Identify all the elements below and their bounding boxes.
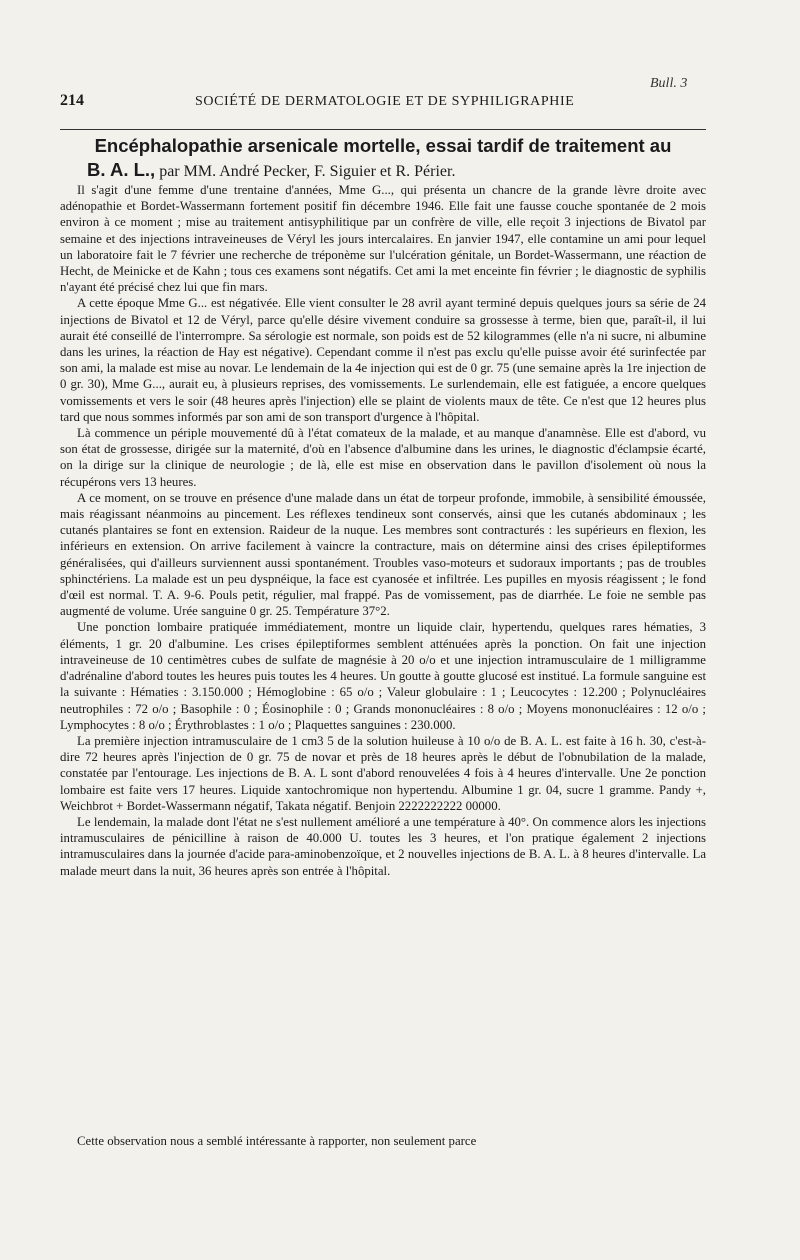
- paragraph-4: A ce moment, on se trouve en présence d'une malade dans un état de torpeur profonde, immobile, à sensibilité émoussée, mais réagissant néanmoins au pincement. Les réflexes tendineux sont conservés, ainsi que les cutanés abdominaux ; les cutanés plantaires se font en extension. Raideur de la nuque. Les membres sont contracturés : les supérieurs en flexion, les inférieurs en extension. On arrive facilement à vaincre la contracture, mais on détermine ainsi des crises épileptiformes généralisées, qui d'ailleurs surviennent aussi spontanément. Troubles vaso-moteurs et sudoraux importants ; pas de troubles sphinctériens. La malade est un peu dyspnéique, la face est cyanosée et infiltrée. Les pupilles en myosis réagissent ; le fond d'œil est normal. T. A. 9-6. Pouls petit, régulier, mal frappé. Pas de vomissement, pas de diarrhée. Le foie ne semble pas augmenté de volume. Urée sanguine 0 gr. 25. Température 37°2.: [60, 490, 706, 619]
- title-line-1: Encéphalopathie arsenicale mortelle, essai tardif de traitement au: [94, 135, 672, 156]
- paragraph-2: A cette époque Mme G... est négativée. Elle vient consulter le 28 avril ayant terminé depuis quelques jours sa série de 24 injections de Bivatol et 12 de Véryl, parce qu'elle désire vivement conduire sa grossesse à terme, bien que, paraît-il, il lui aurait été conseillé de l'interrompre. Sa sérologie est normale, son poids est de 52 kilogrammes (elle n'a ni sucre, ni albumine dans les urines, la réaction de Hay est négative). Cependant comme il n'est pas exclu qu'elle puisse avoir été surinfectée par son ami, la malade est mise au novar. Le lendemain de la 4e injection qui est de 0 gr. 75 (une semaine après la 1re injection de 0 gr. 30), Mme G..., aurait eu, à plusieurs reprises, des vomissements. Le surlendemain, elle est fatiguée, a encore quelques vomissements et vers le soir (48 heures après l'injection) elle se plaint de violents maux de tête. Ce n'est que 12 heures plus tard que nous sommes informés par son ami de son transport d'urgence à l'hôpital.: [60, 296, 706, 424]
- paragraph-5: Une ponction lombaire pratiquée immédiatement, montre un liquide clair, hypertendu, quelques rares hématies, 3 éléments, 1 gr. 20 d'albumine. Les crises épileptiformes semblent atténuées après la ponction. On fait une injection intraveineuse de 10 centimètres cubes de sulfate de magnésie à 20 o/o et une injection intramusculaire de 1 milligramme d'adrénaline d'abord toutes les heures puis toutes les 4 heures. Un goutte à goutte glucosé est institué. La formule sanguine est la suivante : Hématies : 3.150.000 ; Hémoglobine : 65 o/o ; Valeur globulaire : 1 ; Leucocytes : 12.200 ; Polynucléaires neutrophiles : 72 o/o ; Basophile : 0 ; Éosinophile : 0 ; Grands mononucléaires : 8 o/o ; Moyens mononucléaires : 12 o/o ; Lymphocytes : 8 o/o ; Érythroblastes : 1 o/o ; Plaquettes sanguines : 230.000.: [60, 620, 706, 732]
- title-bal: B. A. L.,: [87, 159, 156, 180]
- title-authors: par MM. André Pecker, F. Siguier et R. Périer.: [155, 163, 456, 180]
- bulletin-label: Bull. 3: [650, 76, 688, 91]
- running-title: SOCIÉTÉ DE DERMATOLOGIE ET DE SYPHILIGRAPHIE: [195, 94, 575, 109]
- paragraph-1: Il s'agit d'une femme d'une trentaine d'années, Mme G..., qui présenta un chancre de la grande lèvre droite avec adénopathie et Bordet-Wassermann fortement positif fin décembre 1946. Elle fait une fausse couche spontanée de 2 mois environ à ce moment ; mise au traitement antisyphilitique par un confrère de ville, elle reçoit 3 injections de Bivatol par semaine et des injections intraveineuses de Véryl les jours intercalaires. En janvier 1947, elle contamine un ami pour lequel un laboratoire fait le 7 février une recherche de tréponème sur l'ulcération génitale, un Bordet-Wassermann, une réaction de Hecht, de Meinicke et de Kahn ; tous ces examens sont négatifs. Cet ami la met enceinte fin février ; le diagnostic de syphilis n'ayant été précisé chez lui que fin mars.: [60, 183, 706, 295]
- article-body: [60, 182, 706, 879]
- page-header: [60, 92, 700, 112]
- article-title: [60, 134, 706, 184]
- header-rule: [60, 129, 706, 130]
- paragraph-6: La première injection intramusculaire de 1 cm3 5 de la solution huileuse à 10 o/o de B. A. L. est faite à 16 h. 30, c'est-à-dire 72 heures après l'injection de 0 gr. 75 de novar et près de 18 heures après le début de l'obnubilation de la malade, constatée par l'entourage. Les injections de B. A. L sont d'abord renouvelées 4 fois à 4 heures d'intervalle. Une 2e ponction lombaire est faite vers 17 heures. Liquide xantochromique non hypertendu. Albumine 1 gr. 04, sucre 1 gramme. Pandy +, Weichbrot + Bordet-Wassermann négatif, Takata négatif. Benjoin 2222222222 00000.: [60, 733, 706, 813]
- page-number: 214: [60, 92, 84, 109]
- title-line-2: [60, 158, 706, 184]
- paragraph-7: Le lendemain, la malade dont l'état ne s'est nullement amélioré a une température à 40°. On commence alors les injections intramusculaires de pénicilline à raison de 40.000 U. toutes les 3 heures, et l'on pratique également 2 injections intramusculaires dans la journée d'acide para-aminobenzoïque, et 2 nouvelles injections de B. A. L. à 8 heures d'intervalle. La malade meurt dans la nuit, 36 heures après son entrée à l'hôpital.: [60, 814, 706, 878]
- final-line: Cette observation nous a semblé intéressante à rapporter, non seulement parce: [77, 1134, 477, 1148]
- paragraph-3: Là commence un périple mouvementé dû à l'état comateux de la malade, et au manque d'anamnèse. Elle est d'abord, vu son état de grossesse, dirigée sur la maternité, d'où en l'absence d'albumine dans les urines, le diagnostic d'éclampsie écarté, on la dirige sur la clinique de neurologie ; de là, elle est mise en observation dans le pavillon d'isolement où nous la récupérons vers 13 heures.: [60, 426, 706, 489]
